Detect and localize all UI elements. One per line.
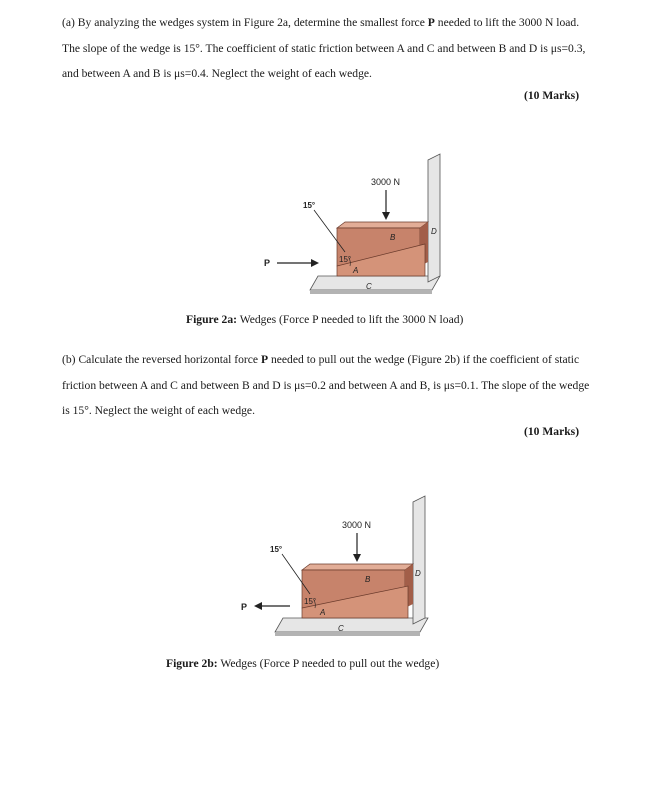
question-a: [62, 10, 592, 87]
inner-angle-label: 15°: [339, 255, 352, 264]
label-c: C: [366, 282, 372, 291]
figure-2b-caption-prefix: Figure 2b:: [166, 657, 218, 670]
question-b-force-symbol: P: [260, 353, 269, 366]
question-b-text-2: needed to pull out the wedge (Figure 2b) if the coefficient of static friction between A and C and between B and D is μs=0.2 and between A and B, is μs=0.1. The slope of the wedge is 15°. Neglect the weight of each wedge.: [62, 353, 590, 417]
question-a-text-1: By analyzing the wedges system in Figure 2a, determine the smallest force: [77, 16, 425, 29]
angle-label: 15°: [303, 201, 316, 210]
label-a: A: [353, 266, 359, 275]
label-d: D: [415, 569, 421, 578]
label-b: B: [365, 575, 371, 584]
question-a-marks: (10 Marks): [524, 89, 580, 102]
question-b: [62, 347, 592, 424]
figure-2a-caption: [186, 313, 463, 326]
question-b-marks: (10 Marks): [524, 425, 580, 438]
figure-2a-caption-text: Wedges (Force P needed to lift the 3000 N load): [239, 313, 464, 326]
p-label: P: [241, 602, 248, 612]
inner-angle-label: 15°: [304, 597, 317, 606]
wall-d: [413, 496, 425, 624]
wall-d: [428, 154, 440, 282]
block-b-top: [337, 222, 428, 228]
load-label: 3000 N: [371, 177, 401, 187]
label-a: A: [320, 608, 326, 617]
question-b-label: (b): [62, 353, 76, 366]
load-arrowhead: [353, 554, 361, 562]
p-arrowhead: [254, 602, 262, 610]
block-b-top: [302, 564, 413, 570]
figure-2b-caption-text: Wedges (Force P needed to pull out the wedge): [220, 657, 440, 670]
label-b: B: [390, 233, 396, 242]
load-arrowhead: [382, 212, 390, 220]
p-arrowhead: [311, 259, 319, 267]
label-c: C: [338, 624, 344, 633]
angle-label: 15°: [270, 545, 283, 554]
question-a-label: (a): [62, 16, 75, 29]
figure-2b: [0, 490, 666, 655]
figure-2a-caption-prefix: Figure 2a:: [186, 313, 237, 326]
figure-2b-caption: [166, 657, 439, 670]
p-label: P: [264, 258, 271, 268]
ground: [310, 276, 440, 290]
question-a-force-symbol: P: [427, 16, 435, 29]
ground-front: [275, 632, 420, 636]
label-d: D: [431, 227, 437, 236]
question-a-text-2: needed to lift the 3000 N load. The slope of the wedge is 15°. The coefficient of static friction between A and C and between B and D is μs=0.3, and between A and B is μs=0.4. Neglect the weight of each wedge.: [62, 16, 586, 80]
figure-2a: [0, 148, 666, 308]
question-b-text-1: Calculate the reversed horizontal force: [78, 353, 259, 366]
ground: [275, 618, 428, 632]
load-label: 3000 N: [342, 520, 372, 530]
